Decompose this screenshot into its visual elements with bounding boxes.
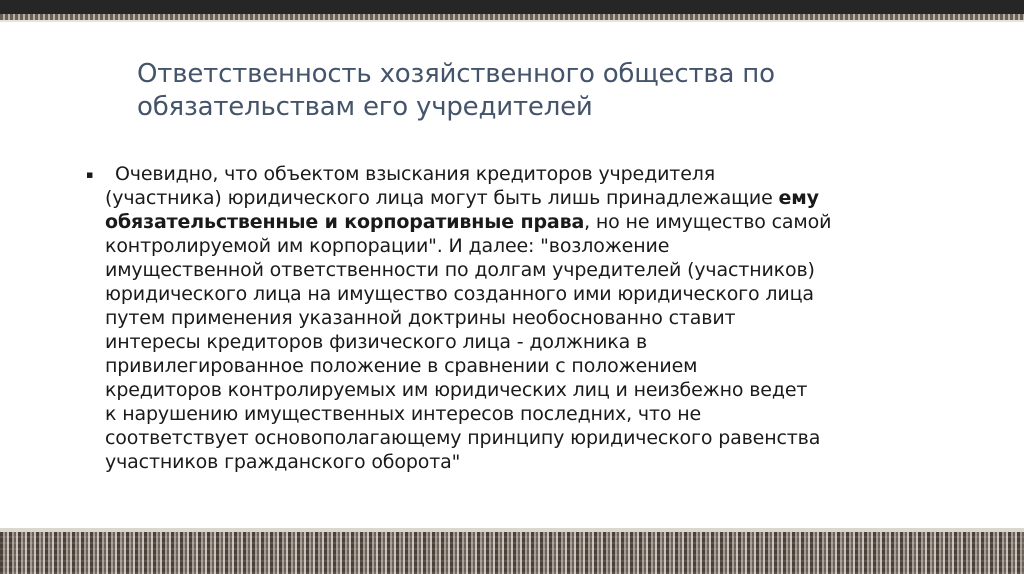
bottom-decorative-band xyxy=(0,532,1024,574)
body-line-3: , но не имущество самой xyxy=(584,211,832,233)
body-line-1: Очевидно, что объектом взыскания кредиторов учредителя xyxy=(115,163,716,185)
bullet-item xyxy=(86,162,915,474)
body-line-11: к нарушению имущественных интересов последних, что не xyxy=(105,403,702,425)
slide-title-line2: обязательствам его учредителей xyxy=(137,92,593,122)
body-line-13: участников гражданского оборота" xyxy=(105,451,461,473)
slide-title xyxy=(137,58,937,124)
top-decorative-bar xyxy=(0,0,1024,14)
bullet-square-icon: ▪ xyxy=(86,168,94,181)
body-line-2: (участника) юридического лица могут быть лишь принадлежащие xyxy=(105,187,779,209)
slide-content xyxy=(86,162,915,474)
body-line-9: привилегированное положение в сравнении с положением xyxy=(105,355,698,377)
body-bold-2: обязательственные и корпоративные права xyxy=(105,211,585,233)
body-line-8: интересы кредиторов физического лица - должника в xyxy=(105,331,648,353)
body-line-5: имущественной ответственности по долгам учредителей (участников) xyxy=(105,259,815,281)
top-divider xyxy=(0,20,1024,22)
body-line-12: соответствует основополагающему принципу юридического равенства xyxy=(105,427,821,449)
body-line-7: путем применения указанной доктрины необоснованно ставит xyxy=(105,307,736,329)
body-line-10: кредиторов контролируемых им юридических лиц и неизбежно ведет xyxy=(105,379,808,401)
slide-title-line1: Ответственность хозяйственного общества по xyxy=(137,59,775,89)
body-line-4: контролируемой им корпорации". И далее: "возложение xyxy=(105,235,670,257)
body-line-6: юридического лица на имущество созданного ими юридического лица xyxy=(105,283,814,305)
body-bold-1: ему xyxy=(778,187,819,209)
